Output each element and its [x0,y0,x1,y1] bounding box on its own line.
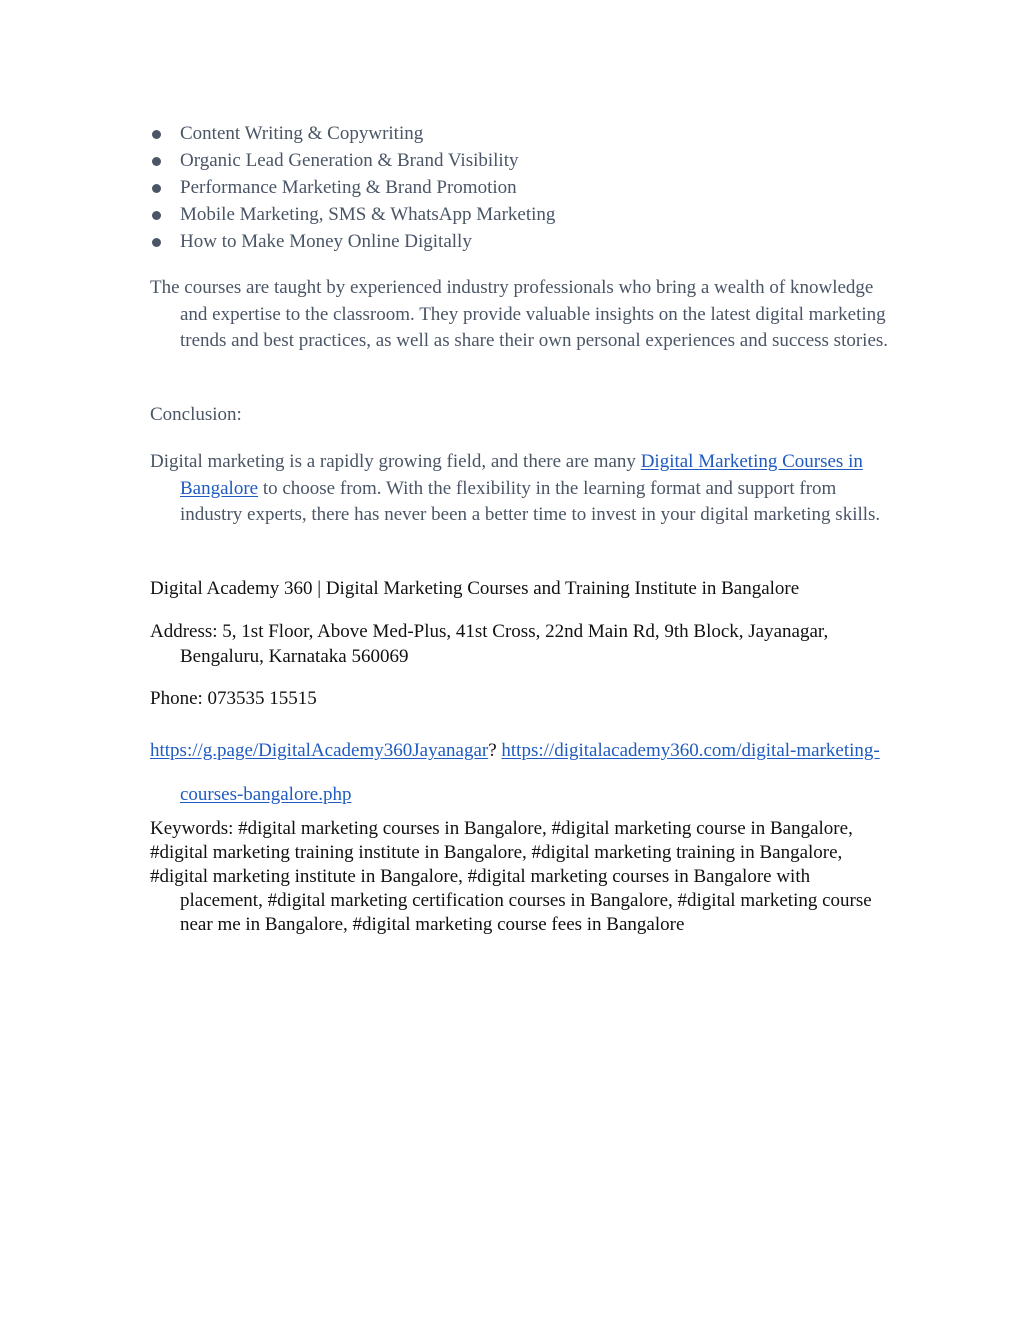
address: Address: 5, 1st Floor, Above Med-Plus, 41st Cross, 22nd Main Rd, 9th Block, Jayanagar, Bengaluru, Karnataka 560069 [150,621,829,667]
list-item [150,228,555,255]
conclusion-paragraph [150,449,890,529]
keywords-line-2: #digital marketing training institute in Bangalore, #digital marketing training in Bangalore, [150,842,843,863]
bullet-icon [152,184,161,193]
list-item-text: Performance Marketing & Brand Promotion [180,177,517,198]
keywords-line-1: Keywords: #digital marketing courses in Bangalore, #digital marketing course in Bangalore, [150,818,853,839]
course-topics-list [150,120,555,255]
list-item [150,147,555,174]
phone: Phone: 073535 15515 [150,688,317,709]
links-paragraph [150,729,890,817]
conclusion-text-after: to choose from. With the flexibility in the learning format and support from industry experts, there has never been a better time to invest in your digital marketing skills. [180,477,881,525]
list-item [150,120,555,147]
keywords-paragraph [150,817,890,937]
list-item-text: Mobile Marketing, SMS & WhatsApp Marketing [180,204,556,225]
list-item-text: Content Writing & Copywriting [180,123,424,144]
conclusion-heading: Conclusion: [150,404,242,425]
links-separator: ? [488,740,502,761]
google-page-link[interactable]: https://g.page/DigitalAcademy360Jayanagar [150,740,489,761]
list-item-text: Organic Lead Generation & Brand Visibility [180,150,519,171]
keywords-line-3: #digital marketing institute in Bangalore, #digital marketing courses in Bangalore with placement, #digital marketing certification courses in Bangalore, #digital marketing course near me in Bangalore, #digital marketing course fees in Bangalore [150,866,872,935]
bullet-icon [152,211,161,220]
list-item-text: How to Make Money Online Digitally [180,231,472,252]
bullet-icon [152,130,161,139]
website-link[interactable]: https://digitalacademy360.com/digital-marketing-courses-bangalore.php [180,740,880,805]
list-item [150,174,555,201]
digital-marketing-courses-link[interactable]: Digital Marketing Courses in [640,451,863,472]
intro-paragraph: The courses are taught by experienced industry professionals who bring a wealth of knowledge and expertise to the classroom. They provide valuable insights on the latest digital marketing trends and best practices, as well as share their own personal experiences and success stories. [150,277,889,351]
list-item [150,201,555,228]
bullet-icon [152,157,161,166]
bullet-icon [152,238,161,247]
business-name: Digital Academy 360 | Digital Marketing Courses and Training Institute in Bangalore [150,578,800,599]
bangalore-link[interactable]: Bangalore [180,477,259,499]
conclusion-text-before: Digital marketing is a rapidly growing field, and there are many [150,451,641,472]
